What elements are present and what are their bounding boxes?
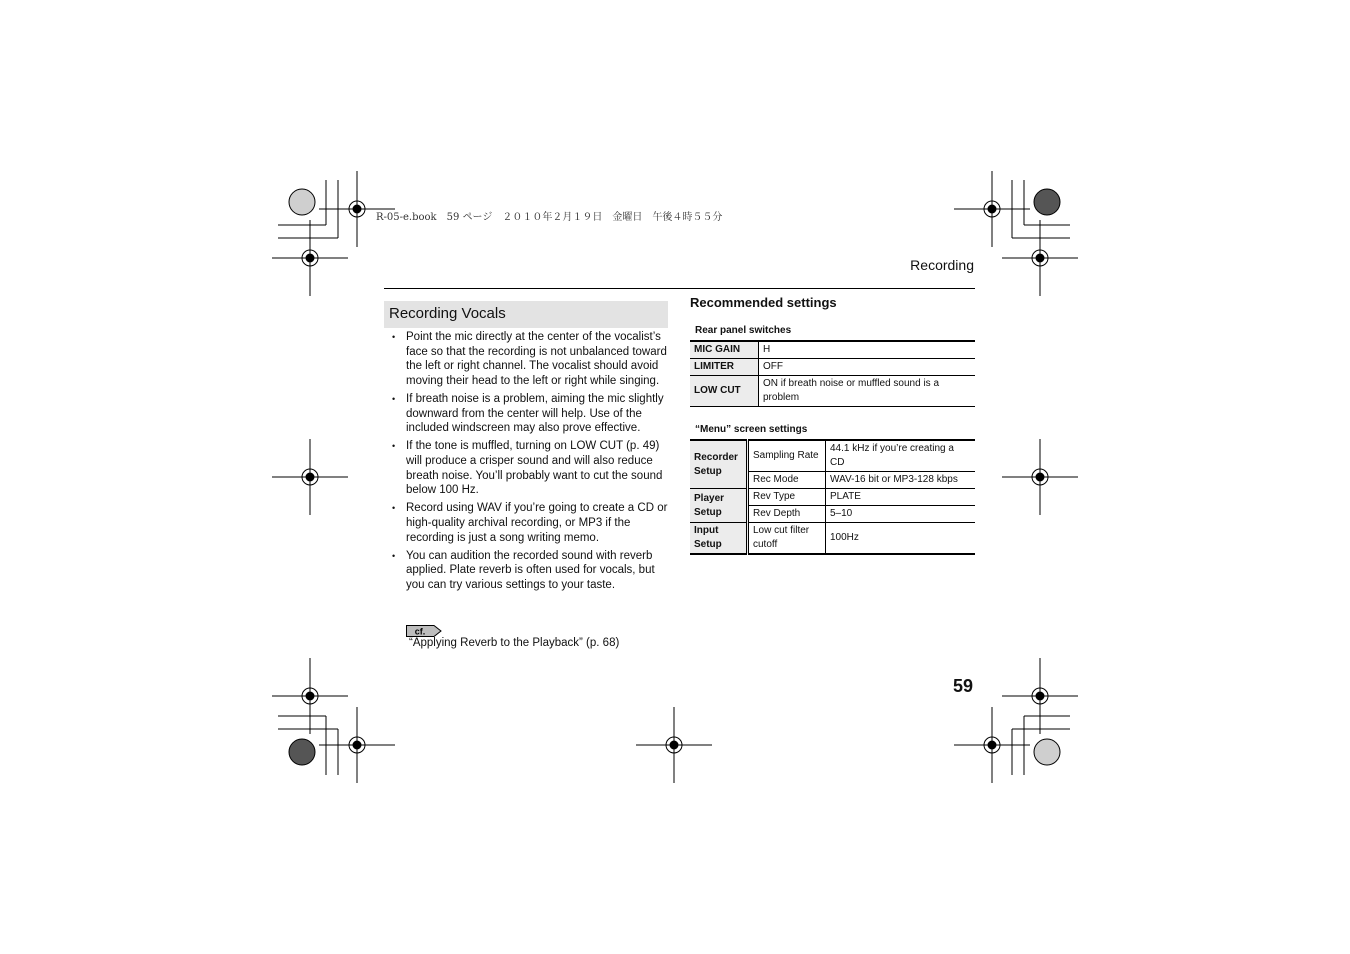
table-cell: Input Setup [690, 523, 748, 555]
section-title: Recording Vocals [389, 305, 506, 322]
cf-icon [406, 625, 442, 637]
table-cell: LOW CUT [690, 376, 759, 407]
menu-settings-caption: “Menu” screen settings [695, 424, 808, 435]
table-cell: 44.1 kHz if you’re creating a CD [826, 440, 976, 472]
table-cell: Player Setup [690, 489, 748, 523]
table-cell: Rev Type [748, 489, 826, 506]
rear-panel-table [690, 340, 975, 407]
table-cell: Sampling Rate [748, 440, 826, 472]
rear-panel-caption: Rear panel switches [695, 325, 792, 336]
table-row [690, 341, 975, 359]
registration-mark [272, 658, 348, 734]
table-row [690, 523, 975, 555]
list-item: • If breath noise is a problem, aiming the mic slightly downward from the center will help. Use of the included windscreen may also prove effective. [391, 392, 668, 436]
table-cell: 100Hz [826, 523, 976, 555]
list-item: • Record using WAV if you’re going to create a CD or high-quality archival recording, or MP3 if the recording is just a song writing memo. [391, 501, 668, 545]
cross-reference: “Applying Reverb to the Playback” (p. 68) [409, 637, 620, 649]
table-cell: OFF [759, 359, 976, 376]
tips-list [391, 330, 668, 596]
registration-mark [272, 439, 348, 515]
header-rule [384, 288, 975, 289]
cf-label: cf. [414, 626, 426, 637]
registration-mark [954, 707, 1030, 783]
registration-mark [1002, 220, 1078, 296]
table-cell: H [759, 341, 976, 359]
registration-mark [954, 171, 1030, 247]
registration-mark [272, 220, 348, 296]
table-cell: ON if breath noise or muffled sound is a problem [759, 376, 976, 407]
table-cell: Low cut filter cutoff [748, 523, 826, 555]
list-item: • Point the mic directly at the center of the vocalist’s face so that the recording is not unbalanced toward the left or right channel. The vocalist should avoid moving their head to the left or right while singing. [391, 330, 668, 388]
table-row [690, 440, 975, 472]
table-row [690, 489, 975, 506]
table-cell: WAV-16 bit or MP3-128 kbps [826, 472, 976, 489]
table-cell: 5–10 [826, 506, 976, 523]
table-cell: Rev Depth [748, 506, 826, 523]
registration-mark [636, 707, 712, 783]
file-slug: R-05-e.book 59 ページ ２０１０年２月１９日 金曜日 午後４時５５分 [376, 212, 723, 223]
table-cell: LIMITER [690, 359, 759, 376]
table-cell: PLATE [826, 489, 976, 506]
registration-mark [1002, 658, 1078, 734]
table-cell: Recorder Setup [690, 440, 748, 489]
table-cell: Rec Mode [748, 472, 826, 489]
running-header: Recording [910, 257, 974, 273]
page-number: 59 [953, 676, 974, 696]
list-item: • If the tone is muffled, turning on LOW CUT (p. 49) will produce a crisper sound and will also reduce breath noise. You’ll probably want to cut the sound below 100 Hz. [391, 439, 668, 497]
registration-mark [319, 707, 395, 783]
table-row [690, 359, 975, 376]
settings-title: Recommended settings [690, 295, 837, 310]
table-row [690, 376, 975, 407]
table-cell: MIC GAIN [690, 341, 759, 359]
menu-settings-table [690, 439, 975, 555]
registration-mark [1002, 439, 1078, 515]
list-item: • You can audition the recorded sound with reverb applied. Plate reverb is often used for vocals, but you can try various settings to your taste. [391, 549, 668, 593]
